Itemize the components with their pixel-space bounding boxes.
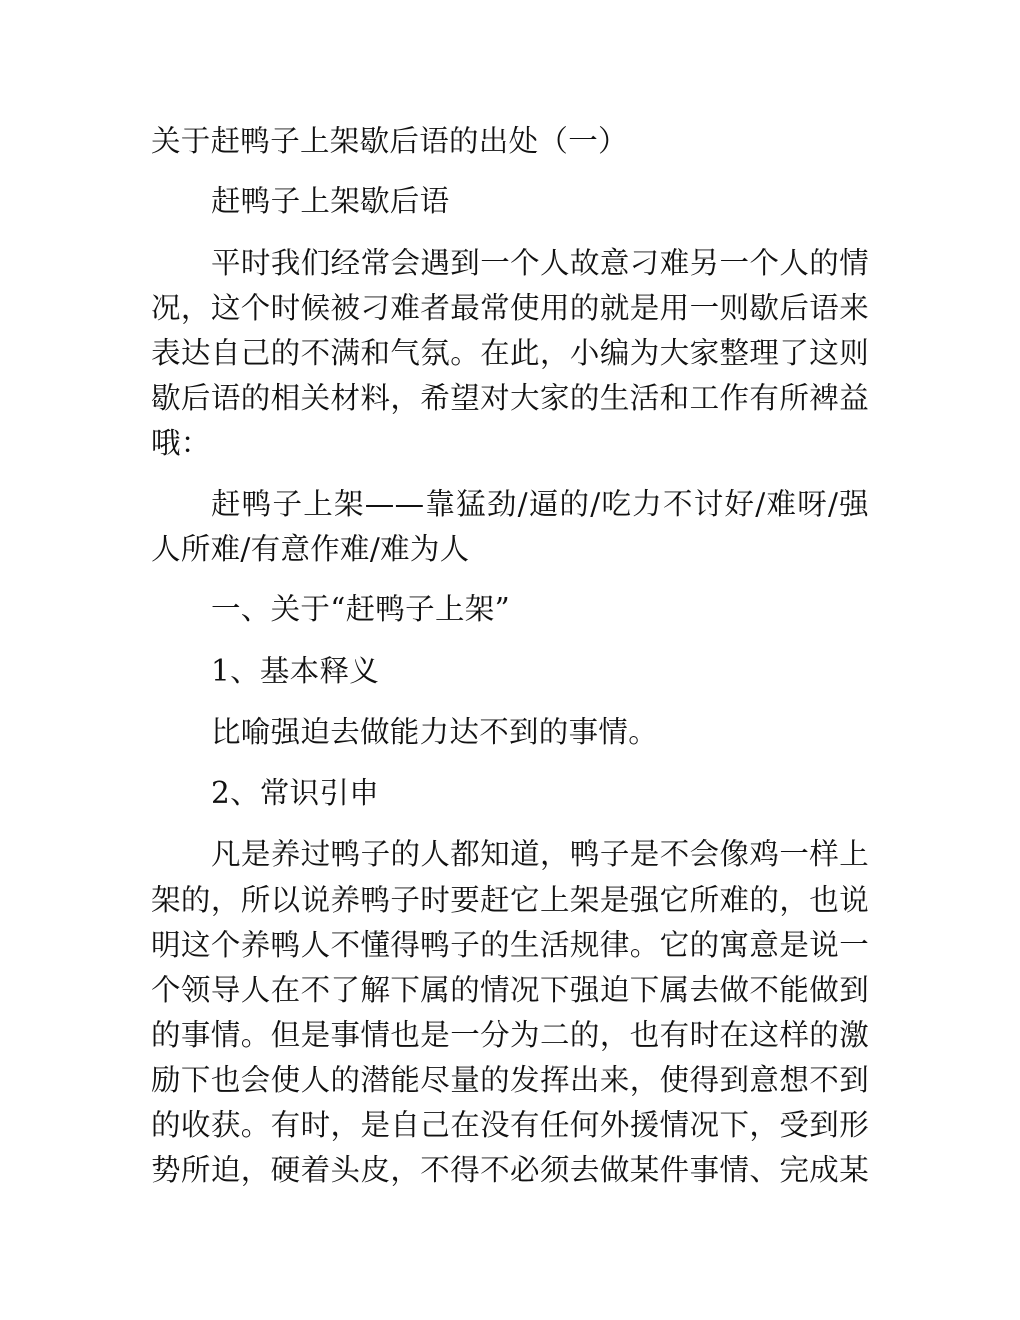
paragraph-line: 个领导人在不了解下属的情况下强迫下属去做不能做到 [151, 973, 869, 1007]
paragraph-line: 赶鸭子上架——靠猛劲/逼的/吃力不讨好/难呀/强 [211, 487, 869, 521]
section-heading: 一、关于“赶鸭子上架” [211, 592, 510, 626]
paragraph-line: 平时我们经常会遇到一个人故意刁难另一个人的情 [211, 246, 869, 280]
subsection-heading-common-sense: 2、常识引申 [211, 776, 380, 810]
paragraph-line: 励下也会使人的潜能尽量的发挥出来，使得到意想不到 [151, 1063, 869, 1097]
document-subtitle: 赶鸭子上架歇后语 [211, 184, 450, 218]
basic-meaning-text: 比喻强迫去做能力达不到的事情。 [211, 715, 659, 749]
paragraph-line: 哦： [151, 426, 211, 460]
paragraph-line: 况，这个时候被刁难者最常使用的就是用一则歇后语来 [151, 291, 869, 325]
paragraph-line: 表达自己的不满和气氛。在此，小编为大家整理了这则 [151, 336, 869, 370]
paragraph-line: 明这个养鸭人不懂得鸭子的生活规律。它的寓意是说一 [151, 928, 869, 962]
paragraph-line: 歇后语的相关材料，希望对大家的生活和工作有所裨益 [151, 381, 869, 415]
paragraph-line: 架的，所以说养鸭子时要赶它上架是强它所难的，也说 [151, 883, 869, 917]
document-title: 关于赶鸭子上架歇后语的出处（一） [151, 124, 628, 158]
paragraph-line: 势所迫，硬着头皮，不得不必须去做某件事情、完成某 [151, 1153, 869, 1187]
paragraph-line: 人所难/有意作难/难为人 [151, 532, 470, 566]
subsection-heading-basic-meaning: 1、基本释义 [211, 654, 380, 688]
paragraph-line: 的事情。但是事情也是一分为二的，也有时在这样的激 [151, 1018, 869, 1052]
paragraph-line: 的收获。有时，是自己在没有任何外援情况下，受到形 [151, 1108, 869, 1142]
paragraph-line: 凡是养过鸭子的人都知道，鸭子是不会像鸡一样上 [211, 837, 869, 871]
